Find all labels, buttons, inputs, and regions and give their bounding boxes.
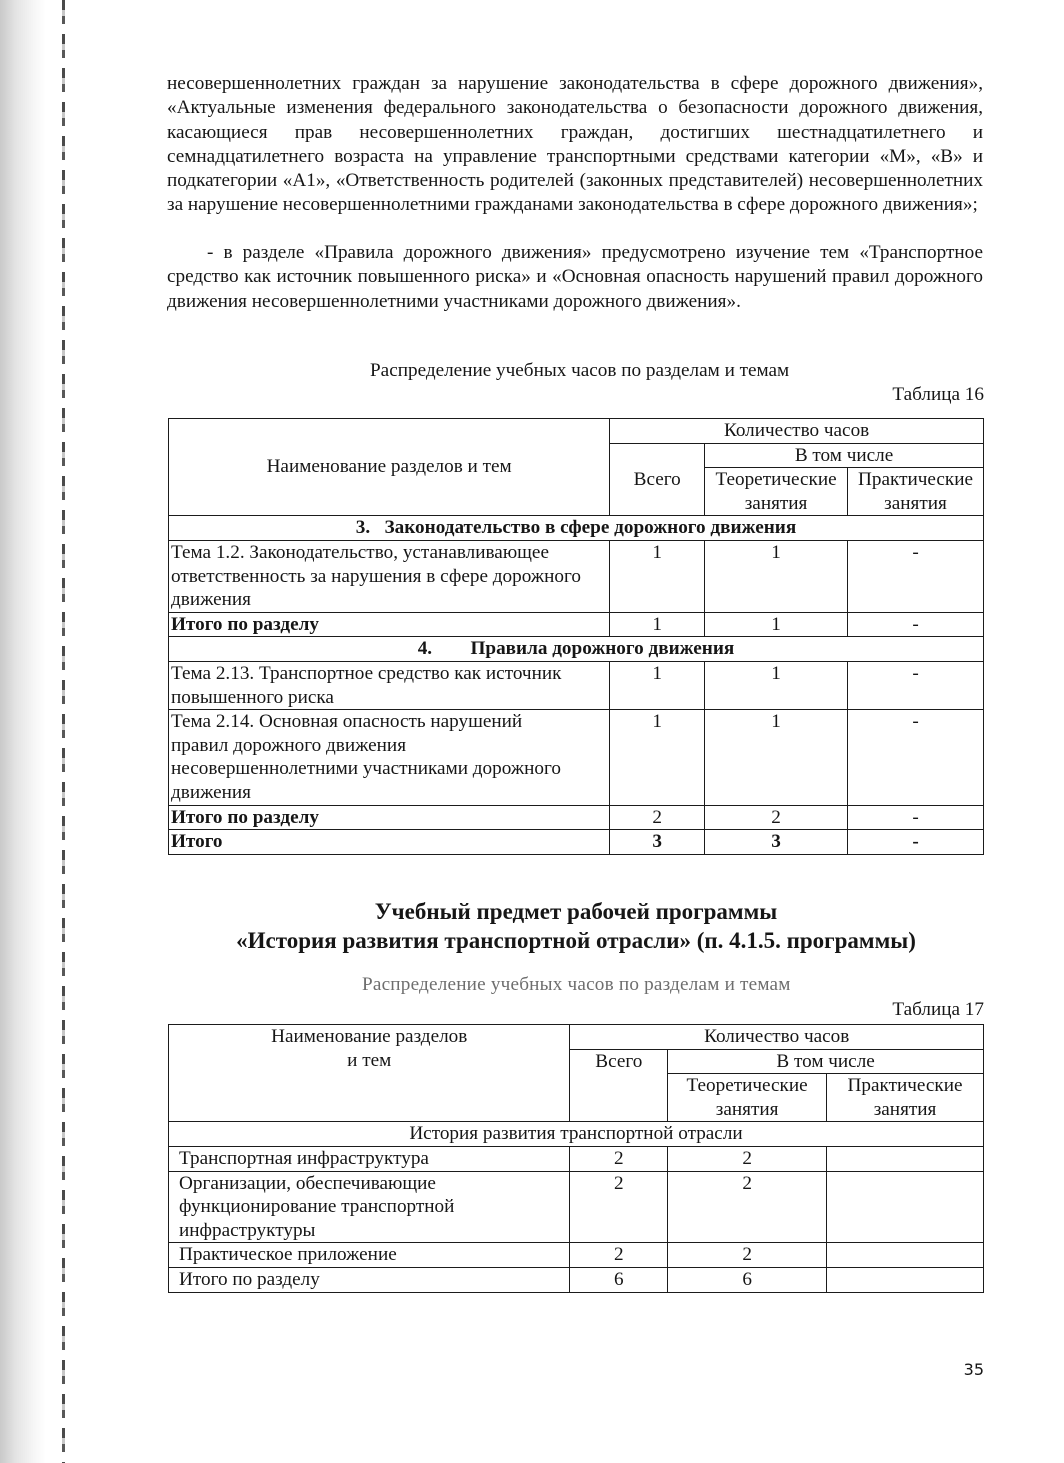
cell-theory: 6 bbox=[668, 1267, 827, 1292]
cell-total: 1 bbox=[610, 540, 705, 612]
cell-total: 6 bbox=[570, 1267, 668, 1292]
cell-practice bbox=[827, 1267, 984, 1292]
header-name bbox=[169, 1025, 570, 1122]
cell-theory: 3 bbox=[705, 830, 848, 855]
subtotal-label: Итого по разделу bbox=[169, 1267, 570, 1292]
scan-binding-shadow bbox=[0, 0, 46, 1463]
cell-total: 2 bbox=[570, 1243, 668, 1268]
cell-total: 1 bbox=[610, 612, 705, 637]
cell-theory: 1 bbox=[705, 661, 848, 709]
cell-total: 3 bbox=[610, 830, 705, 855]
header-name: Наименование разделов и тем bbox=[169, 419, 610, 516]
header-including: В том числе bbox=[668, 1049, 984, 1074]
header-hours: Количество часов bbox=[570, 1025, 984, 1050]
paragraph-2-text: - в разделе «Правила дорожного движения» предусмотрено изучение тем «Транспортное средство как источник повышенного риска» и «Основная опасность нарушений правил дорожного движения несовершеннолетними участниками дорожного движения». bbox=[167, 242, 983, 312]
cell-theory: 2 bbox=[668, 1146, 827, 1171]
cell-practice bbox=[827, 1146, 984, 1171]
table-row bbox=[169, 612, 984, 637]
scan-staple-holes bbox=[62, 0, 65, 1463]
cell-practice: - bbox=[848, 540, 984, 612]
table-row bbox=[169, 830, 984, 855]
table-row bbox=[169, 661, 984, 709]
cell-total: 1 bbox=[610, 661, 705, 709]
cell-practice: - bbox=[848, 830, 984, 855]
cell-practice: - bbox=[848, 710, 984, 805]
cell-total: 2 bbox=[610, 805, 705, 830]
section-3-title: 3. Законодательство в сфере дорожного движения bbox=[169, 516, 984, 541]
cell-practice: - bbox=[848, 661, 984, 709]
section-title: История развития транспортной отрасли bbox=[169, 1122, 984, 1147]
header-theory: Теоретические занятия bbox=[705, 468, 848, 516]
table-row bbox=[169, 1267, 984, 1292]
header-practice: Практические занятия bbox=[827, 1074, 984, 1122]
topic-name: Практическое приложение bbox=[169, 1243, 570, 1268]
subtotal-label: Итого по разделу bbox=[169, 805, 610, 830]
cell-theory: 1 bbox=[705, 612, 848, 637]
header-theory: Теоретические занятия bbox=[668, 1074, 827, 1122]
table-17-caption: Распределение учебных часов по разделам и темам bbox=[362, 974, 791, 995]
grand-total-label: Итого bbox=[169, 830, 610, 855]
page-number: 35 bbox=[963, 1360, 984, 1379]
table-row bbox=[169, 1243, 984, 1268]
header-total: Всего bbox=[610, 443, 705, 516]
subject-heading-line-1: Учебный предмет рабочей программы bbox=[374, 899, 778, 924]
table-row bbox=[169, 710, 984, 805]
table-row bbox=[169, 1146, 984, 1171]
header-practice: Практические занятия bbox=[848, 468, 984, 516]
cell-practice: - bbox=[848, 612, 984, 637]
topic-name: Организации, обеспечивающие функционирование транспортной инфраструктуры bbox=[169, 1171, 570, 1243]
cell-practice bbox=[827, 1243, 984, 1268]
cell-theory: 2 bbox=[668, 1171, 827, 1243]
table-row bbox=[169, 540, 984, 612]
header-name-text: Наименование разделов и тем bbox=[271, 1026, 468, 1071]
section-4-title: 4. Правила дорожного движения bbox=[169, 637, 984, 662]
header-including: В том числе bbox=[705, 443, 984, 468]
topic-name: Тема 2.14. Основная опасность нарушений правил дорожного движения несовершеннолетними участниками дорожного движения bbox=[169, 710, 610, 805]
table-17 bbox=[168, 1024, 984, 1293]
cell-practice bbox=[827, 1171, 984, 1243]
cell-theory: 2 bbox=[705, 805, 848, 830]
header-total: Всего bbox=[570, 1049, 668, 1122]
paragraph-1-text: несовершеннолетних граждан за нарушение законодательства в сфере дорожного движения», «Актуальные изменения федерального законодательства о безопасности дорожного движения, касающиеся прав несовершеннолетних граждан, достигших шестнадцатилетнего и семнадцатилетнего возраста на управление транспортными средствами категории «М», «В» и подкатегории «А1», «Ответственность родителей (законных представителей) несовершеннолетних за нарушение несовершеннолетними гражданами законодательства в сфере дорожного движения»; bbox=[167, 73, 983, 216]
cell-theory: 1 bbox=[705, 710, 848, 805]
paragraph-rules-section bbox=[167, 241, 983, 314]
cell-theory: 2 bbox=[668, 1243, 827, 1268]
table-16-caption: Распределение учебных часов по разделам и темам bbox=[370, 360, 790, 381]
cell-total: 2 bbox=[570, 1171, 668, 1243]
cell-theory: 1 bbox=[705, 540, 848, 612]
subject-heading-line-2: «История развития транспортной отрасли» (п. 4.1.5. программы) bbox=[236, 927, 916, 953]
topic-name: Транспортная инфраструктура bbox=[169, 1146, 570, 1171]
cell-total: 2 bbox=[570, 1146, 668, 1171]
topic-name: Тема 1.2. Законодательство, устанавливающее ответственность за нарушения в сфере дорожного движения bbox=[169, 540, 610, 612]
table-17-label: Таблица 17 bbox=[892, 999, 984, 1020]
header-hours: Количество часов bbox=[610, 419, 984, 444]
paragraph-continued bbox=[167, 72, 983, 218]
table-16 bbox=[168, 418, 984, 855]
subtotal-label: Итого по разделу bbox=[169, 612, 610, 637]
table-16-label: Таблица 16 bbox=[892, 384, 984, 405]
cell-total: 1 bbox=[610, 710, 705, 805]
topic-name: Тема 2.13. Транспортное средство как источник повышенного риска bbox=[169, 661, 610, 709]
subject-heading bbox=[168, 898, 984, 955]
cell-practice: - bbox=[848, 805, 984, 830]
table-row bbox=[169, 1171, 984, 1243]
table-row bbox=[169, 805, 984, 830]
